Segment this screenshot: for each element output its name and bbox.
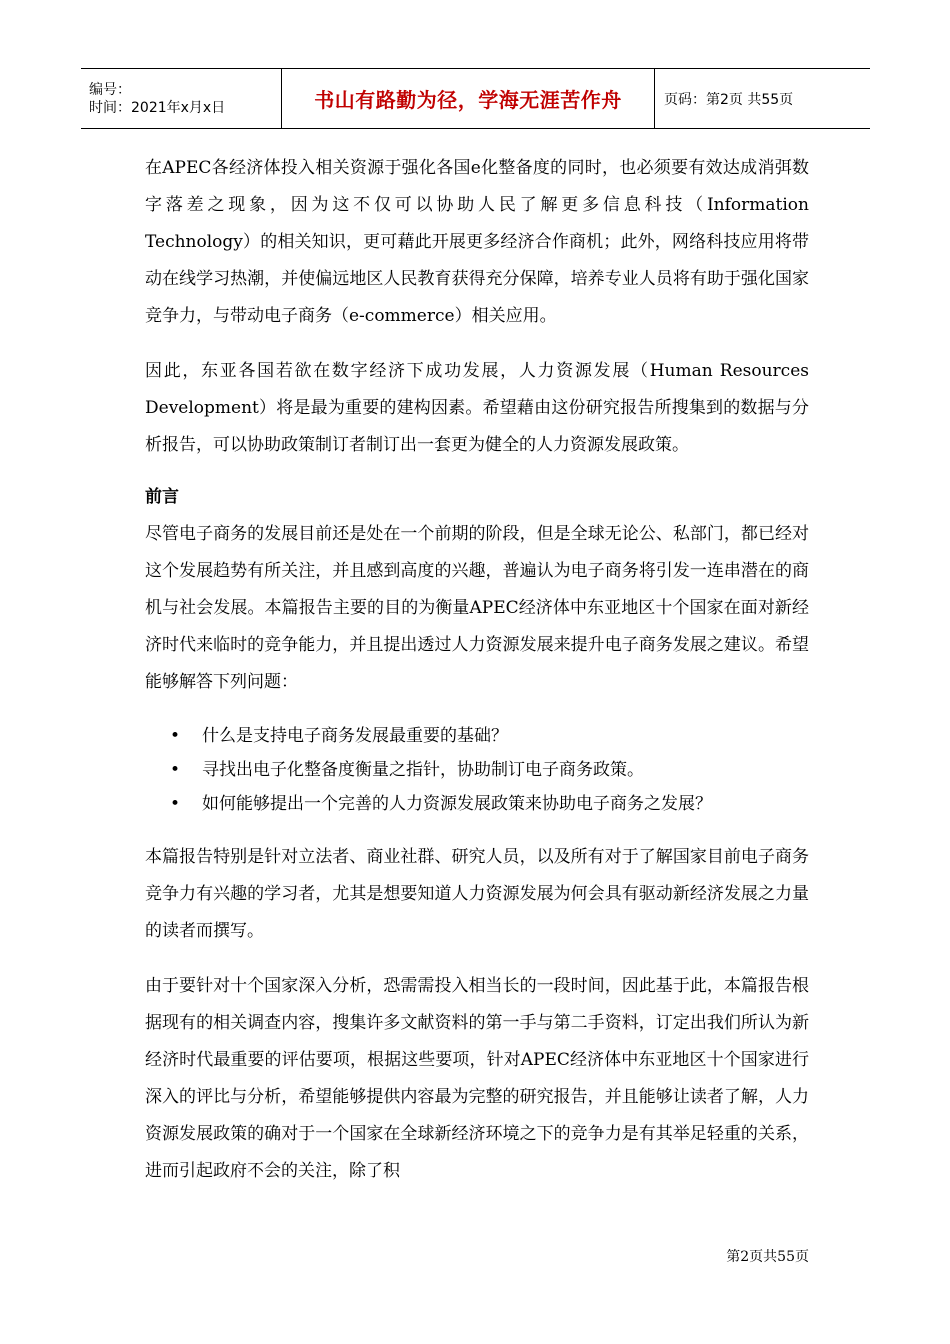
paragraph-5: 由于要针对十个国家深入分析，恐需需投入相当长的一段时间，因此基于此，本篇报告根据现有的相关调查内容，搜集许多文献资料的第一手与第二手资料，订定出我们所认为新经济时代最重要的评估要项，根据这些要项，针对APEC经济体中东亚地区十个国家进行深入的评比与分析，希望能够提供内容最为完整的研究报告，并且能够让读者了解，人力资源发展政策的确对于一个国家在全球新经济环境之下的竞争力是有其举足轻重的关系，进而引起政府不会的关注，除了积 [145, 976, 809, 1181]
section-heading: 前言 [145, 487, 179, 507]
header-number-label: 编号： [89, 81, 131, 98]
paragraph-2: 因此，东亚各国若欲在数字经济下成功发展，人力资源发展（Human Resources Development）将是最为重要的建构因素。希望藉由这份研究报告所搜集到的数据与分析报告，可以协助政策制订者制订出一套更为健全的人力资源发展政策。 [145, 361, 809, 455]
header-date-label: 时间：2021年x月x日 [89, 99, 226, 116]
paragraph-1: 在APEC各经济体投入相关资源于强化各国e化整备度的同时，也必须要有效达成消弭数字落差之现象，因为这不仅可以协助人民了解更多信息科技（Information Technology）的相关知识，更可藉此开展更多经济合作商机；此外，网络科技应用将带动在线学习热潮，并使偏远地区人民教育获得充分保障，培养专业人员将有助于强化国家竞争力，与带动电子商务（e-commerce）相关应用。 [145, 158, 809, 326]
question-list [145, 719, 809, 821]
header-meta [81, 69, 282, 128]
document-body [145, 150, 809, 1190]
list-item: • 什么是支持电子商务发展最重要的基础？ [145, 719, 809, 753]
page-footer: 第2页共55页 [726, 1249, 809, 1265]
header-page-label: 页码：第2页 共55页 [664, 91, 794, 108]
list-item: • 寻找出电子化整备度衡量之指针，协助制订电子商务政策。 [145, 753, 809, 787]
paragraph-4: 本篇报告特别是针对立法者、商业社群、研究人员，以及所有对于了解国家目前电子商务竞争力有兴趣的学习者，尤其是想要知道人力资源发展为何会具有驱动新经济发展之力量的读者而撰写。 [145, 847, 809, 941]
page-header [81, 68, 870, 129]
list-item: • 如何能够提出一个完善的人力资源发展政策来协助电子商务之发展？ [145, 787, 809, 821]
paragraph-3: 尽管电子商务的发展目前还是处在一个前期的阶段，但是全球无论公、私部门，都已经对这个发展趋势有所关注，并且感到高度的兴趣，普遍认为电子商务将引发一连串潜在的商机与社会发展。本篇报告主要的目的为衡量APEC经济体中东亚地区十个国家在面对新经济时代来临时的竞争能力，并且提出透过人力资源发展来提升电子商务发展之建议。希望能够解答下列问题： [145, 524, 809, 692]
header-motto: 书山有路勤为径，学海无涯苦作舟 [282, 69, 655, 128]
